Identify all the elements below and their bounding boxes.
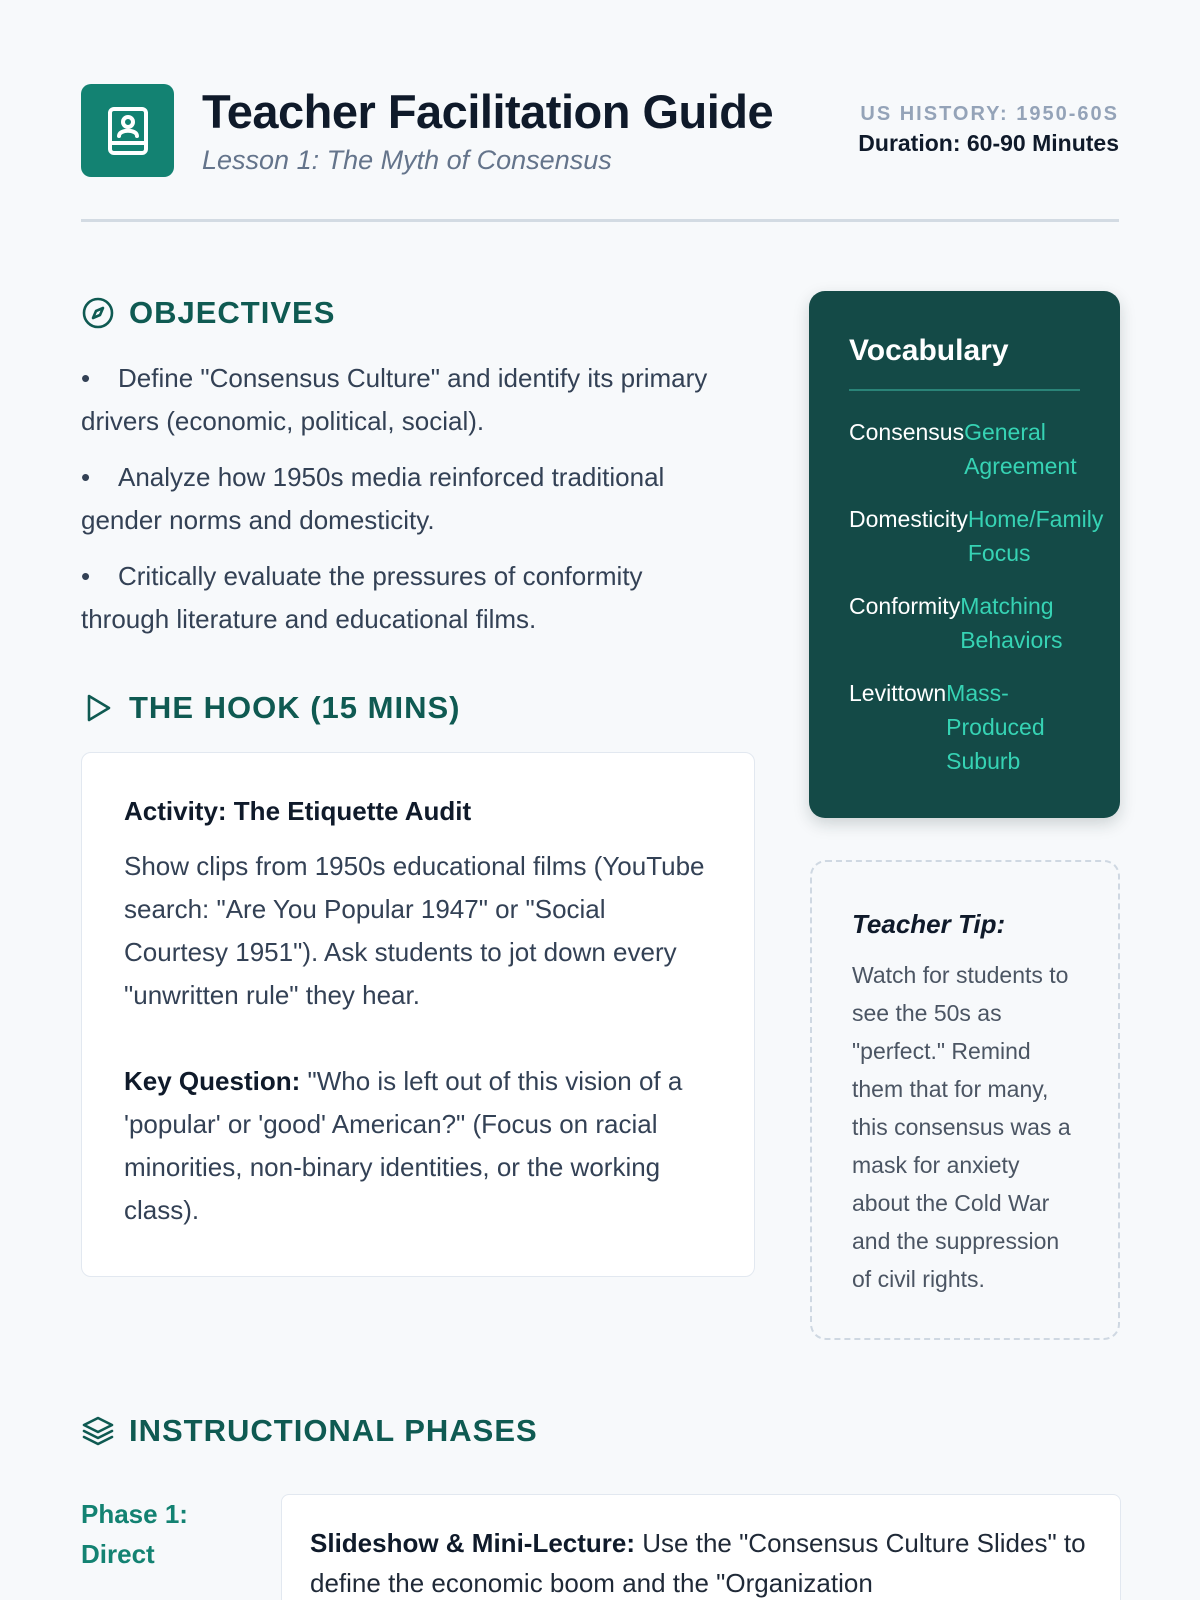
objective-item: • Define "Consensus Culture" and identify its primary drivers (economic, political, social). — [81, 357, 731, 443]
header — [81, 84, 1119, 222]
vocab-row — [849, 676, 1080, 778]
vocab-definition: General Agreement — [964, 419, 1077, 479]
vocab-term: Levittown — [849, 680, 947, 706]
key-question-label: Key Question: — [124, 1066, 301, 1096]
hook-heading — [81, 690, 460, 726]
vocab-row — [849, 589, 1080, 657]
lesson-subtitle: Lesson 1: The Myth of Consensus — [202, 145, 612, 175]
play-icon — [81, 691, 115, 725]
phase-label: Phase 1: Direct — [81, 1499, 188, 1569]
key-question-text: "Who is left out of this vision of a 'popular' or 'good' American?" (Focus on racial minorities, non-binary identities, or the working class). — [124, 1066, 683, 1225]
vocab-term: Conformity — [849, 593, 961, 619]
vocab-row — [849, 415, 1080, 483]
header-meta — [858, 100, 1119, 158]
phases-heading-text: INSTRUCTIONAL PHASES — [129, 1413, 538, 1448]
vocab-term: Consensus — [849, 419, 965, 445]
vocab-row — [849, 502, 1104, 570]
teacher-tip-card — [810, 860, 1120, 1340]
course-label: US HISTORY: 1950-60S — [860, 103, 1119, 125]
tip-body: Watch for students to see the 50s as "perfect." Remind them that for many, this consensus was a mask for anxiety about the Cold War and the suppression of civil rights. — [852, 962, 1071, 1292]
activity-body: Show clips from 1950s educational films (YouTube search: "Are You Popular 1947" or "Social Courtesy 1951"). Ask students to jot down every "unwritten rule" they hear. — [124, 851, 705, 1010]
vocabulary-heading: Vocabulary — [849, 333, 1080, 391]
phase-card — [281, 1494, 1121, 1600]
key-question — [124, 1060, 712, 1232]
compass-icon — [81, 296, 115, 330]
objective-item: • Critically evaluate the pressures of conformity through literature and educational films. — [81, 555, 731, 641]
vocab-definition: Matching Behaviors — [960, 593, 1063, 653]
contact-book-icon — [81, 84, 174, 177]
objectives-heading-text: OBJECTIVES — [129, 295, 336, 330]
hook-activity-card — [81, 752, 755, 1277]
objectives-list — [81, 357, 731, 654]
phase-card-bold: Slideshow & Mini-Lecture: — [310, 1528, 636, 1558]
vocab-definition: Mass-Produced Suburb — [946, 680, 1045, 774]
page-title: Teacher Facilitation Guide — [202, 85, 774, 138]
activity-title: Activity: The Etiquette Audit — [124, 796, 472, 826]
objectives-heading — [81, 295, 335, 331]
hook-heading-text: THE HOOK (15 MINS) — [129, 690, 461, 725]
tip-heading: Teacher Tip: — [852, 909, 1006, 939]
layers-icon — [81, 1414, 115, 1448]
vocabulary-card — [809, 291, 1120, 818]
phase-card-text: Use the "Consensus Culture Slides" to define the economic boom and the "Organization — [310, 1528, 1086, 1598]
duration-label: Duration: 60-90 Minutes — [858, 130, 1119, 156]
vocab-definition: Home/Family Focus — [967, 506, 1104, 566]
vocab-term: Domesticity — [849, 506, 968, 532]
objective-item: • Analyze how 1950s media reinforced traditional gender norms and domesticity. — [81, 456, 731, 542]
phases-heading — [81, 1413, 538, 1449]
